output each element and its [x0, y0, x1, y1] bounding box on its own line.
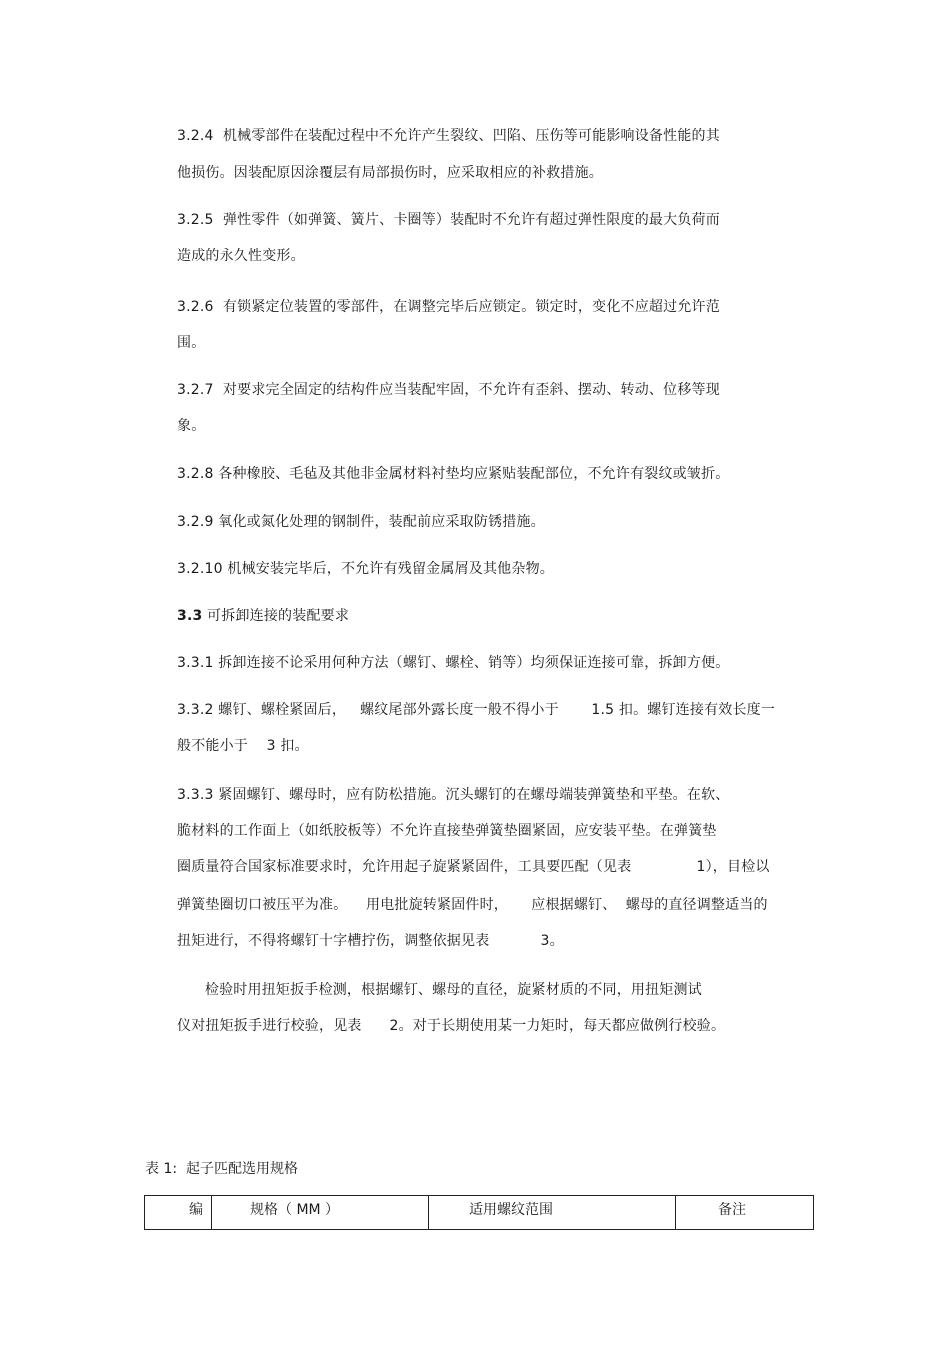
- paragraph-3-3-2-line-1: 3.3.2 螺钉、螺栓紧固后， 螺纹尾部外露长度一般不得小于 1.5 扣。螺钉连接有效长度一: [177, 702, 776, 718]
- paragraph-3-2-6-line-2: 围。: [177, 335, 206, 351]
- paragraph-3-2-5-line-1: 3.2.5 弹性零件（如弹簧、簧片、卡圈等）装配时不允许有超过弹性限度的最大负荷而: [177, 212, 720, 228]
- paragraph-3-2-8: 3.2.8 各种橡胶、毛毡及其他非金属材料衬垫均应紧贴装配部位，不允许有裂纹或皱折。: [177, 466, 730, 482]
- paragraph-3-3-3-line-2: 脆材料的工作面上（如纸胶板等）不允许直接垫弹簧垫圈紧固，应安装平垫。在弹簧垫: [177, 823, 717, 839]
- table-1: [144, 1195, 814, 1230]
- table-1-caption: 表 1: 起子匹配选用规格: [145, 1161, 298, 1177]
- paragraph-inspection-line-1: 检验时用扭矩扳手检测，根据螺钉、螺母的直径，旋紧材质的不同，用扭矩测试: [177, 982, 702, 998]
- table-header-cell-remarks: 备注: [676, 1196, 814, 1230]
- paragraph-3-2-7-line-2: 象。: [177, 418, 206, 434]
- table-header-cell-thread-range: 适用螺纹范围: [429, 1196, 676, 1230]
- paragraph-3-2-4-line-1: 3.2.4 机械零部件在装配过程中不允许产生裂纹、凹陷、压伤等可能影响设备性能的其: [177, 128, 720, 144]
- paragraph-3-2-7-line-1: 3.2.7 对要求完全固定的结构件应当装配牢固，不允许有歪斜、摆动、转动、位移等现: [177, 382, 720, 398]
- paragraph-3-2-6-line-1: 3.2.6 有锁紧定位装置的零部件，在调整完毕后应锁定。锁定时，变化不应超过允许范: [177, 299, 720, 315]
- paragraph-3-2-5-line-2: 造成的永久性变形。: [177, 248, 305, 264]
- paragraph-3-2-10: 3.2.10 机械安装完毕后，不允许有残留金属屑及其他杂物。: [177, 561, 554, 577]
- paragraph-3-3-2-line-2: 般不能小于 3 扣。: [177, 738, 309, 754]
- table-header-row: [145, 1196, 814, 1230]
- section-number: 3.3: [177, 608, 203, 624]
- section-heading-3-3: [177, 607, 349, 625]
- table-header-cell-spec: 规格（ MM ）: [212, 1196, 429, 1230]
- section-title: 可拆卸连接的装配要求: [202, 608, 350, 624]
- paragraph-3-3-3-line-4: 弹簧垫圈切口被压平为准。 用电批旋转紧固件时， 应根据螺钉、 螺母的直径调整适当的: [177, 897, 768, 913]
- paragraph-3-3-3-line-5: 扭矩进行，不得将螺钉十字槽拧伤，调整依据见表 3。: [177, 933, 564, 949]
- paragraph-3-2-9: 3.2.9 氧化或氮化处理的钢制件，装配前应采取防锈措施。: [177, 514, 545, 530]
- table-header-cell-number: 编: [145, 1196, 212, 1230]
- paragraph-3-3-3-line-3: 圈质量符合国家标准要求时，允许用起子旋紧紧固件，工具要匹配（见表 1），目检以: [177, 859, 770, 875]
- paragraph-inspection-line-2: 仪对扭矩扳手进行校验，见表 2。对于长期使用某一力矩时，每天都应做例行校验。: [177, 1018, 726, 1034]
- paragraph-3-2-4-line-2: 他损伤。因装配原因涂覆层有局部损伤时，应采取相应的补救措施。: [177, 165, 603, 181]
- paragraph-3-3-1: 3.3.1 拆卸连接不论采用何种方法（螺钉、螺栓、销等）均须保证连接可靠，拆卸方便。: [177, 655, 730, 671]
- paragraph-3-3-3-line-1: 3.3.3 紧固螺钉、螺母时，应有防松措施。沉头螺钉的在螺母端装弹簧垫和平垫。在软、: [177, 787, 730, 803]
